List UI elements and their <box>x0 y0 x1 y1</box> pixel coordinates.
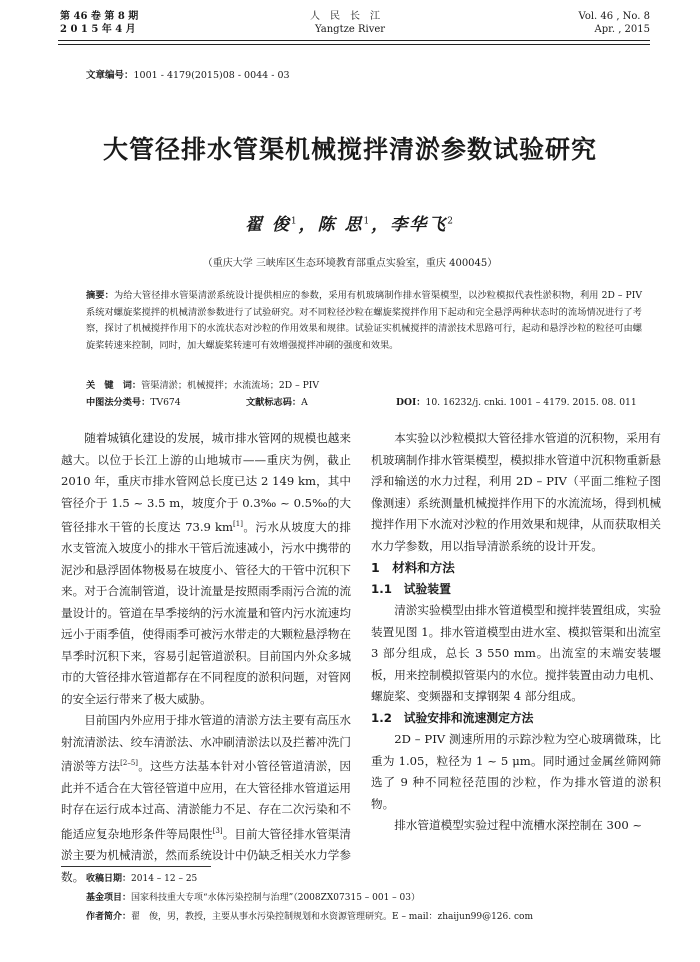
received-value: 2014 – 12 – 25 <box>131 874 198 884</box>
paper-title: 大管径排水管渠机械搅拌清淤参数试验研究 <box>102 135 597 164</box>
doi-value: 10. 16232/j. cnki. 1001 – 4179. 2015. 08. 011 <box>425 397 637 408</box>
abstract-label: 摘要： <box>86 290 114 301</box>
doc-code-value: A <box>301 397 308 408</box>
article-number-value: 1001 - 4179(2015)08 - 0044 - 03 <box>133 70 290 81</box>
author-separator: ， <box>298 215 318 235</box>
author-bio-value: 翟 俊，男，教授，主要从事水污染控制规划和水资源管理研究。E – mail：zhaijun99@126. com <box>131 912 533 922</box>
author-1: 翟 俊 <box>244 215 291 235</box>
footnote-rule <box>61 866 211 867</box>
affiliation: （重庆大学 三峡库区生态环境教育部重点实验室，重庆 400045） <box>202 258 498 269</box>
keywords <box>86 378 642 394</box>
fund-label: 基金项目： <box>86 893 132 903</box>
citation: [2–5] <box>120 759 139 768</box>
header-rule-thick <box>58 40 650 41</box>
paragraph <box>61 428 351 710</box>
footnotes <box>86 870 656 927</box>
received-date <box>86 870 656 889</box>
citation: [1] <box>233 520 243 528</box>
abstract <box>86 288 642 354</box>
header-rule-thin <box>58 44 650 45</box>
article-number-label: 文章编号： <box>86 70 134 81</box>
author-separator: ， <box>371 215 391 235</box>
doi <box>396 395 637 411</box>
date-en-line: Apr. , 2015 <box>594 24 650 35</box>
journal-name-en: Yangtze River <box>314 24 386 35</box>
paragraph: 排水管道模型实验过程中流槽水深控制在 300 ~ <box>394 818 643 832</box>
fund-project <box>86 889 656 908</box>
doc-code-label: 文献标志码： <box>246 397 302 408</box>
fund-value: 国家科技重大专项“水体污染控制与治理”（2008ZX07315 – 001 – 03） <box>131 893 420 903</box>
author-bio <box>86 908 656 927</box>
volume-en-line: Vol. 46 , No. 8 <box>578 11 650 22</box>
author-3-affil: 2 <box>447 216 456 227</box>
keywords-label: 关 键 词： <box>86 380 142 391</box>
author-2: 陈 思 <box>317 215 364 235</box>
paragraph-text: 。污水从坡度大的排水支管流入坡度小的排水干管后流速减小，污水中携带的泥沙和悬浮固体物极易在坡度小、管径大的干管中沉积下来。对于合流制管道，设计流量是按照雨季雨污合流的流量设计的。管道在旱季接纳的污水流量和管内污水流速均远小于雨季值，使得雨季可被污水带走的大颗粒悬浮物在旱季时沉积下来，容易引起管道淤积。目前国内外众多城市的大管径排水管道都存在不同程度的淤积问题，对管网的安全运行带来了极大威胁。 <box>61 519 351 706</box>
author-bio-label: 作者简介： <box>86 912 132 922</box>
body-column-right <box>371 428 661 837</box>
clc-value: TV674 <box>150 397 181 408</box>
doc-code <box>246 395 308 411</box>
paragraph: 清淤实验模型由排水管道模型和搅拌装置组成，实验装置见图 1。排水管道模型由进水室、模拟管渠和出流室 3 部分组成，总长 3 550 mm。出流室的末端安装堰板，用来控制模拟管渠内的水位。搅拌装置由动力电机、螺旋桨、变频器和支撑钢架 4 部分组成。 <box>371 603 661 703</box>
journal-name-zh: 人民长江 <box>310 11 390 22</box>
author-list <box>0 210 700 235</box>
subsection-heading: 1.1 试验装置 <box>371 581 451 596</box>
citation: [3] <box>212 826 223 835</box>
paragraph: 2D – PIV 测速所用的示踪沙粒为空心玻璃微珠，比重为 1.05，粒径为 1 ~ 5 μm。同时通过金属丝筛网筛选了 9 种不同粒径范围的沙粒，作为排水管道的淤积物。 <box>371 732 661 811</box>
author-1-affil: 1 <box>290 216 299 227</box>
doi-label: DOI： <box>396 397 426 408</box>
volume-issue-line: 第 46 卷 第 8 期 <box>60 11 139 22</box>
article-number <box>86 67 290 81</box>
author-3: 李华飞 <box>390 215 448 235</box>
author-2-affil: 1 <box>363 216 372 227</box>
classification-row <box>86 395 646 411</box>
subsection-heading: 1.2 试验安排和流速测定方法 <box>371 710 534 725</box>
paragraph: 本实验以沙粒模拟大管径排水管道的沉积物，采用有机玻璃制作排水管渠模型，模拟排水管道中沉积物重新悬浮和输送的水力过程，利用 2D – PIV（平面二维粒子图像测速）系统测量机械搅拌作用下的水流流场，得到机械搅拌作用下水流对沙粒的作用效果和规律，从而获取相关水力学参数，用以指导清淤系统的设计开发。 <box>371 431 661 553</box>
clc <box>86 397 181 408</box>
paragraph-text: 随着城镇化建设的发展，城市排水管网的规模也越来越大。以位于长江上游的山地城市——重庆为例，截止 2010 年，重庆市排水管网总长度已达 2 149 km，其中管径介于 1.5 ~ 3.5 m，坡度介于 0.3‰ ~ 0.5‰的大管径排水干管的长度达 73.9 km <box>61 431 351 534</box>
paragraph-text: 目前国内外应用于排水管道的清淤方法主要有高压水射流清淤法、绞车清淤法、水冲刷清淤法以及拦蓄冲洗门清淤等方法 <box>61 713 351 774</box>
issue-date-line: 2 0 1 5 年 4 月 <box>60 24 136 35</box>
paragraph-text: 。这些方法基本针对小管径管道清淤，因此并不适合在大管径管道中应用，在大管径排水管道运用时存在运行成本过高、清淤能力不足、存在二次污染和不能适应复杂地形条件等局限性 <box>61 759 351 841</box>
body-column-left <box>61 428 351 888</box>
journal-volume-en <box>579 10 650 36</box>
keywords-text: 管渠清淤；机械搅拌；水流流场；2D – PIV <box>141 380 320 391</box>
section-heading: 1 材料和方法 <box>371 560 455 575</box>
paragraph <box>61 710 351 888</box>
received-label: 收稿日期： <box>86 874 132 884</box>
clc-label: 中图法分类号： <box>86 397 151 408</box>
abstract-text: 为给大管径排水管渠清淤系统设计提供相应的参数，采用有机玻璃制作排水管渠模型，以沙粒模拟代表性淤积物，利用 2D – PIV 系统对螺旋桨搅拌的机械清淤参数进行了试验研究。对不同粒径沙粒在螺旋桨搅拌作用下起动和完全悬浮两种状态时的流场情况进行了考察，探讨了机械搅拌作用下的水流状态对沙粒的作用效果和规律。试验证实机械搅拌的清淤技术思路可行，起动和悬浮沙粒的粒径可由螺旋桨转速来控制，同时，加大螺旋桨转速可有效增强搅拌冲刷的强度和效果。 <box>86 290 643 351</box>
paragraph-text: 。目前大管径排水管渠清淤主要为机械清淤，然而系统设计中仍缺乏相关水力学参数。 <box>61 826 351 884</box>
